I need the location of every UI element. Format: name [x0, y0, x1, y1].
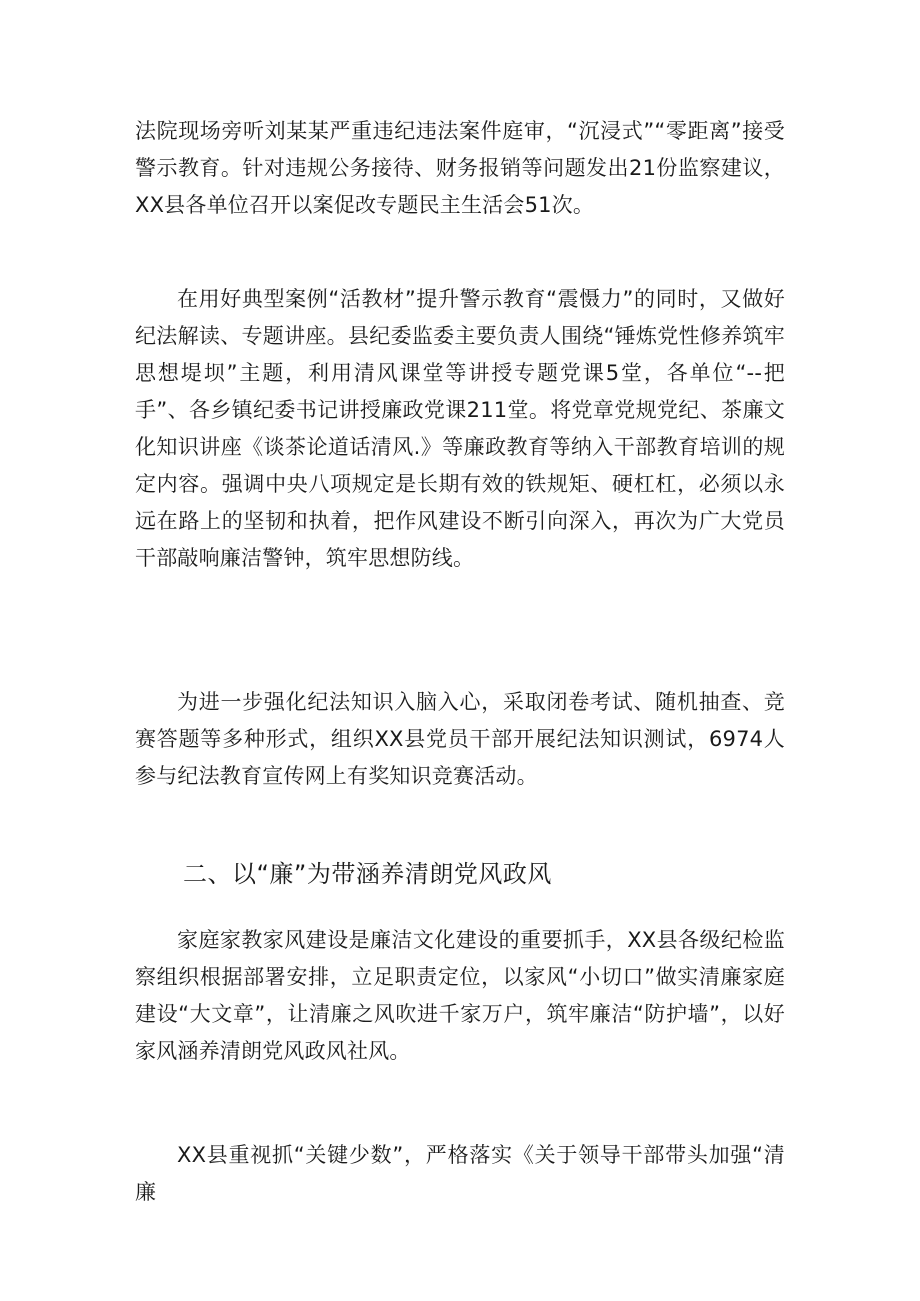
- body-paragraph-1: 法院现场旁听刘某某严重违纪违法案件庭审，“沉浸式”“零距离”接受警示教育。针对违规公务接待、财务报销等问题发出21份监察建议，XX县各单位召开以案促改专题民主生活会51次。: [135, 119, 785, 217]
- body-paragraph-2: 在用好典型案例“活教材”提升警示教育“震慑力”的同时，又做好纪法解读、专题讲座。县纪委监委主要负责人围绕“锤炼党性修养筑牢思想堤坝”主题，利用清风课堂等讲授专题党课5堂，各单位“--把手”、各乡镇纪委书记讲授廉政党课211堂。将党章党规党纪、茶廉文化知识讲座《谈茶论道话清风.》等廉政教育等纳入干部教育培训的规定内容。强调中央八项规定是长期有效的铁规矩、硬杠杠，必须以永远在路上的坚韧和执着，把作风建设不断引向深入，再次为广大党员干部敲响廉洁警钟，筑牢思想防线。: [135, 287, 785, 570]
- section-heading: 二、以“廉”为带涵养清朗党风政风: [183, 860, 552, 888]
- section-paragraph-1: 家庭家教家风建设是廉洁文化建设的重要抓手，XX县各级纪检监察组织根据部署安排，立足职责定位，以家风“小切口”做实清廉家庭建设“大文章”，让清廉之风吹进千家万户，筑牢廉洁“防护墙”，以好家风涵养清朗党风政风社风。: [135, 928, 785, 1063]
- body-paragraph-3: 为进一步强化纪法知识入脑入心，采取闭卷考试、随机抽查、竞赛答题等多种形式，组织XX县党员干部开展纪法知识测试，6974人参与纪法教育宣传网上有奖知识竞赛活动。: [135, 690, 785, 788]
- section-paragraph-2: XX县重视抓“关键少数”，严格落实《关于领导干部带头加强“清廉: [135, 1143, 785, 1204]
